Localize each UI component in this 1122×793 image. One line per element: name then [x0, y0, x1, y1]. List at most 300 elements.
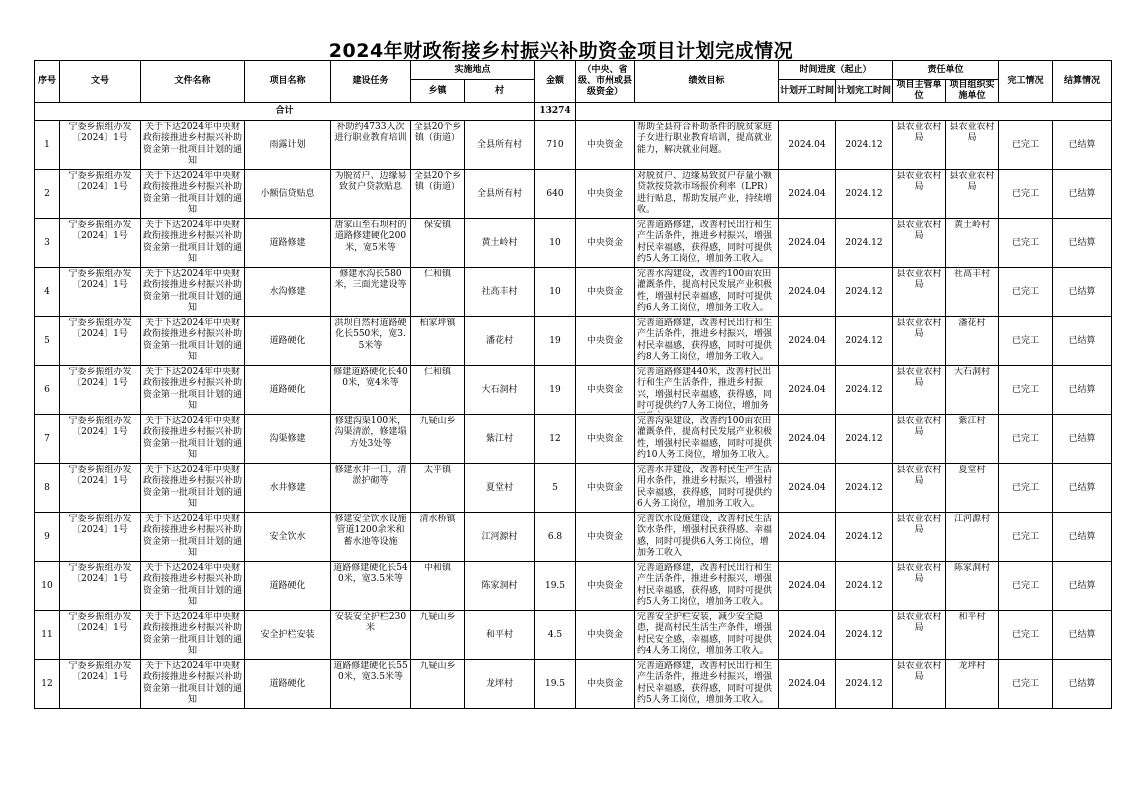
cell-town-text: 仁和镇 [423, 367, 451, 377]
cell-doc-no-text: 宁委乡振组办发〔2024〕1号 [68, 563, 132, 585]
cell-org-text: 夏堂村 [958, 465, 986, 475]
cell-doc-name-text: 关于下达2024年中央财政衔接推进乡村振兴补助资金第一批项目计划的通知 [143, 318, 242, 362]
cell-doc-name-text: 关于下达2024年中央财政衔接推进乡村振兴补助资金第一批项目计划的通知 [143, 269, 242, 313]
cell-village: 夏堂村 [465, 464, 535, 513]
cell-task [331, 660, 411, 709]
cell-completion: 已完工 [999, 317, 1053, 366]
header-doc-no: 文号 [60, 61, 141, 103]
cell-town-text: 太平镇 [423, 465, 451, 475]
cell-doc-name-text: 关于下达2024年中央财政衔接推进乡村振兴补助资金第一批项目计划的通知 [143, 171, 242, 215]
cell-seq: 5 [35, 317, 60, 366]
cell-doc-name-text: 关于下达2024年中央财政衔接推进乡村振兴补助资金第一批项目计划的通知 [143, 514, 242, 558]
cell-town [411, 660, 465, 709]
header-schedule: 时间进度（起止） [779, 61, 893, 80]
cell-completion: 已完工 [999, 513, 1053, 562]
cell-doc-no-text: 宁委乡振组办发〔2024〕1号 [68, 318, 132, 340]
cell-task [331, 513, 411, 562]
cell-fund: 中央资金 [576, 513, 635, 562]
cell-goal [635, 317, 779, 366]
cell-doc-no [60, 366, 141, 415]
cell-task-text: 为脱贫户、边缘易致贫户贷款贴息 [334, 171, 407, 193]
cell-dept-text: 县农业农村局 [896, 269, 942, 291]
cell-task-text: 修建安全饮水设施管道1200余米和蓄水池等设施 [334, 514, 407, 547]
cell-fund: 中央资金 [576, 366, 635, 415]
cell-village: 紫江村 [465, 415, 535, 464]
cell-task-text: 修建沟渠100米，沟渠清淤，修建塌方处3处等 [334, 416, 407, 449]
cell-org-text: 江河源村 [954, 514, 991, 524]
cell-goal-text: 完善道路修建440米，改善村民出行和生产生活条件，推进乡村振兴，增强村民幸福感，获得感，同时可提供约7人务工岗位，增加务 [637, 367, 773, 411]
cell-goal-text: 完善沟渠建设，改善约100亩农田灌溉条件，提高村民发展产业积极性，增强村民幸福感，同时可提供约10人务工岗位，增加务工收入。 [637, 416, 775, 460]
cell-end: 2024.12 [836, 268, 893, 317]
cell-dept-text: 县农业农村局 [896, 612, 942, 634]
cell-amount: 6.8 [535, 513, 576, 562]
cell-dept [893, 562, 946, 611]
cell-dept-text: 县农业农村局 [896, 318, 942, 340]
cell-task [331, 219, 411, 268]
table-row [35, 170, 1112, 219]
cell-task-text: 修建水沟长580米，三面光建设等 [334, 269, 407, 291]
page-title: 2024年财政衔接乡村振兴补助资金项目计划完成情况 [328, 40, 794, 62]
cell-doc-no [60, 415, 141, 464]
cell-fund: 中央资金 [576, 611, 635, 660]
cell-settlement: 已结算 [1053, 121, 1112, 170]
cell-completion: 已完工 [999, 611, 1053, 660]
cell-goal-text: 完善水井建设，改善村民生产生活用水条件，推进乡村振兴，增强村民幸福感，获得感，同时可提供约6人务工岗位，增加务工收入。 [637, 465, 773, 509]
table-row [35, 415, 1112, 464]
header-town: 乡镇 [411, 80, 465, 103]
cell-doc-no [60, 562, 141, 611]
cell-org-text: 县农业农村局 [949, 171, 995, 193]
cell-amount: 19 [535, 317, 576, 366]
cell-dept-text: 县农业农村局 [896, 563, 942, 585]
cell-seq: 3 [35, 219, 60, 268]
cell-doc-no [60, 219, 141, 268]
cell-dept-text: 县农业农村局 [896, 220, 942, 242]
cell-end: 2024.12 [836, 611, 893, 660]
cell-town-text: 九疑山乡 [419, 661, 456, 671]
cell-org-text: 紫江村 [958, 416, 986, 426]
cell-completion: 已完工 [999, 464, 1053, 513]
cell-org-text: 龙坪村 [958, 661, 986, 671]
cell-org-text: 和平村 [958, 612, 986, 622]
cell-dept-text: 县农业农村局 [896, 367, 942, 389]
cell-start: 2024.04 [779, 219, 836, 268]
cell-village: 陈家洞村 [465, 562, 535, 611]
cell-doc-no-text: 宁委乡振组办发〔2024〕1号 [68, 367, 132, 389]
table-row [35, 513, 1112, 562]
cell-start: 2024.04 [779, 366, 836, 415]
cell-project: 道路硬化 [245, 366, 331, 415]
cell-doc-no-text: 宁委乡振组办发〔2024〕1号 [68, 465, 132, 487]
cell-goal [635, 170, 779, 219]
cell-amount: 710 [535, 121, 576, 170]
cell-amount: 12 [535, 415, 576, 464]
cell-end: 2024.12 [836, 121, 893, 170]
cell-org-text: 县农业农村局 [949, 122, 995, 144]
cell-amount: 640 [535, 170, 576, 219]
cell-doc-name-text: 关于下达2024年中央财政衔接推进乡村振兴补助资金第一批项目计划的通知 [143, 563, 242, 607]
total-amount: 13274 [535, 103, 576, 121]
cell-goal [635, 415, 779, 464]
cell-org [946, 268, 999, 317]
cell-doc-no [60, 513, 141, 562]
cell-town-text: 全县20个乡镇（街道） [413, 171, 462, 193]
cell-village: 黄土岭村 [465, 219, 535, 268]
cell-dept [893, 611, 946, 660]
cell-start: 2024.04 [779, 562, 836, 611]
total-label: 合计 [35, 103, 535, 121]
cell-amount: 19.5 [535, 562, 576, 611]
cell-town-text: 柏家坪镇 [419, 318, 456, 328]
cell-doc-name-text: 关于下达2024年中央财政衔接推进乡村振兴补助资金第一批项目计划的通知 [143, 122, 242, 166]
cell-end: 2024.12 [836, 513, 893, 562]
cell-org [946, 464, 999, 513]
table-row [35, 317, 1112, 366]
cell-task-text: 修建水井一口，清淤护砌等 [334, 465, 407, 487]
cell-org [946, 660, 999, 709]
cell-town [411, 513, 465, 562]
cell-doc-no-text: 宁委乡振组办发〔2024〕1号 [68, 122, 132, 144]
cell-doc-name [141, 219, 245, 268]
cell-task-text: 唐家山至石坝村的道路修建硬化200米，宽5米等 [334, 220, 407, 253]
cell-fund: 中央资金 [576, 121, 635, 170]
cell-town-text: 九疑山乡 [419, 416, 456, 426]
cell-org-text: 陈家洞村 [954, 563, 991, 573]
cell-dept [893, 219, 946, 268]
cell-org [946, 611, 999, 660]
cell-town-text: 仁和镇 [423, 269, 451, 279]
cell-dept-text: 县农业农村局 [896, 514, 942, 536]
cell-fund: 中央资金 [576, 219, 635, 268]
header-completion: 完工情况 [999, 61, 1053, 103]
cell-dept-text: 县农业农村局 [896, 661, 942, 683]
cell-org-text: 大石洞村 [954, 367, 991, 377]
cell-task [331, 366, 411, 415]
cell-completion: 已完工 [999, 219, 1053, 268]
cell-fund: 中央资金 [576, 660, 635, 709]
cell-completion: 已完工 [999, 366, 1053, 415]
cell-village: 龙坪村 [465, 660, 535, 709]
cell-org-text: 潘花村 [958, 318, 986, 328]
table-row [35, 268, 1112, 317]
cell-task-text: 修建道路硬化长400米，宽4米等 [333, 367, 408, 389]
cell-doc-no-text: 宁委乡振组办发〔2024〕1号 [68, 514, 132, 536]
header-doc-name: 文件名称 [141, 61, 245, 103]
cell-town-text: 全县20个乡镇（街道） [413, 122, 462, 144]
cell-doc-no-text: 宁委乡振组办发〔2024〕1号 [68, 661, 132, 683]
cell-amount: 19.5 [535, 660, 576, 709]
cell-goal-text: 完善道路修建，改善村民出行和生产生活条件，推进乡村振兴，增强村民幸福感，获得感，同时可提供约5人务工岗位，增加务工收入。 [637, 220, 773, 264]
cell-completion: 已完工 [999, 562, 1053, 611]
project-table [34, 60, 1112, 709]
cell-seq: 8 [35, 464, 60, 513]
table-row [35, 464, 1112, 513]
header-seq: 序号 [35, 61, 60, 103]
cell-fund: 中央资金 [576, 464, 635, 513]
cell-org [946, 121, 999, 170]
cell-goal [635, 513, 779, 562]
cell-start: 2024.04 [779, 415, 836, 464]
cell-org [946, 513, 999, 562]
cell-settlement: 已结算 [1053, 513, 1112, 562]
cell-completion: 已完工 [999, 660, 1053, 709]
cell-town [411, 317, 465, 366]
cell-seq: 11 [35, 611, 60, 660]
table-row [35, 121, 1112, 170]
cell-doc-name [141, 513, 245, 562]
cell-goal-text: 完善饮水设施建设，改善村民生活饮水条件，增强村民获得感、幸福感，同时可提供6人务工岗位，增加务工收入 [637, 514, 773, 558]
cell-doc-name [141, 464, 245, 513]
cell-settlement: 已结算 [1053, 268, 1112, 317]
cell-project: 安全饮水 [245, 513, 331, 562]
cell-end: 2024.12 [836, 317, 893, 366]
cell-settlement: 已结算 [1053, 562, 1112, 611]
cell-village: 社高丰村 [465, 268, 535, 317]
cell-task [331, 121, 411, 170]
header-fund-source: （中央、省级、市州或县级资金） [576, 61, 635, 103]
cell-doc-no-text: 宁委乡振组办发〔2024〕1号 [68, 269, 132, 291]
table-row [35, 611, 1112, 660]
cell-doc-no [60, 317, 141, 366]
cell-doc-no-text: 宁委乡振组办发〔2024〕1号 [68, 171, 132, 193]
cell-goal [635, 562, 779, 611]
cell-org [946, 170, 999, 219]
cell-amount: 10 [535, 268, 576, 317]
cell-dept [893, 121, 946, 170]
header-village: 村 [465, 80, 535, 103]
cell-task [331, 611, 411, 660]
cell-org [946, 366, 999, 415]
cell-end: 2024.12 [836, 562, 893, 611]
cell-town-text: 中和镇 [423, 563, 451, 573]
cell-start: 2024.04 [779, 660, 836, 709]
cell-seq: 9 [35, 513, 60, 562]
cell-village: 大石洞村 [465, 366, 535, 415]
cell-amount: 10 [535, 219, 576, 268]
cell-end: 2024.12 [836, 170, 893, 219]
cell-project: 沟渠修建 [245, 415, 331, 464]
cell-end: 2024.12 [836, 219, 893, 268]
cell-org-text: 黄土岭村 [954, 220, 991, 230]
cell-goal [635, 121, 779, 170]
cell-end: 2024.12 [836, 660, 893, 709]
cell-seq: 12 [35, 660, 60, 709]
cell-dept [893, 415, 946, 464]
cell-doc-name [141, 611, 245, 660]
cell-amount: 4.5 [535, 611, 576, 660]
cell-town [411, 562, 465, 611]
cell-goal-text: 完善安全护栏安装，减少安全隐患，提高村民生活生产条件，增强村民安全感，幸福感，同时可提供约4人务工岗位，增加务工收入。 [637, 612, 773, 656]
cell-task-text: 洪坝自然村道路硬化长550米，宽3.5米等 [334, 318, 407, 351]
cell-end: 2024.12 [836, 415, 893, 464]
cell-seq: 7 [35, 415, 60, 464]
cell-doc-name [141, 660, 245, 709]
cell-village: 全县所有村 [465, 121, 535, 170]
cell-doc-name [141, 366, 245, 415]
cell-project: 道路硬化 [245, 660, 331, 709]
table-row [35, 562, 1112, 611]
cell-doc-name [141, 268, 245, 317]
cell-doc-name-text: 关于下达2024年中央财政衔接推进乡村振兴补助资金第一批项目计划的通知 [143, 612, 242, 656]
header-amount: 金额 [535, 61, 576, 103]
cell-doc-name [141, 415, 245, 464]
cell-settlement: 已结算 [1053, 415, 1112, 464]
cell-end: 2024.12 [836, 366, 893, 415]
cell-task-text: 道路修建硬化长550米，宽3.5米等 [333, 661, 408, 683]
cell-fund: 中央资金 [576, 170, 635, 219]
cell-settlement: 已结算 [1053, 660, 1112, 709]
cell-town [411, 219, 465, 268]
cell-org-text: 社高丰村 [954, 269, 991, 279]
cell-settlement: 已结算 [1053, 317, 1112, 366]
header-org: 项目组织实施单位 [946, 80, 999, 103]
cell-goal-text: 完善道路修建，改善村民出行和生产生活条件，推进乡村振兴，增强村民幸福感，获得感，同时可提供约8人务工岗位，增加务工收入。 [637, 318, 773, 362]
cell-project: 小额信贷贴息 [245, 170, 331, 219]
cell-doc-no [60, 268, 141, 317]
cell-village: 潘花村 [465, 317, 535, 366]
cell-task [331, 562, 411, 611]
cell-task-text: 补助约4733人次进行职业教育培训 [334, 122, 407, 144]
cell-dept [893, 170, 946, 219]
cell-doc-no-text: 宁委乡振组办发〔2024〕1号 [68, 220, 132, 242]
cell-fund: 中央资金 [576, 317, 635, 366]
cell-doc-name-text: 关于下达2024年中央财政衔接推进乡村振兴补助资金第一批项目计划的通知 [143, 465, 242, 509]
cell-town-text: 清水桥镇 [419, 514, 456, 524]
cell-dept [893, 660, 946, 709]
cell-task [331, 415, 411, 464]
cell-dept [893, 366, 946, 415]
cell-doc-no [60, 660, 141, 709]
cell-seq: 4 [35, 268, 60, 317]
cell-org [946, 562, 999, 611]
cell-task [331, 317, 411, 366]
cell-town [411, 464, 465, 513]
cell-project: 安全护栏安装 [245, 611, 331, 660]
cell-town [411, 121, 465, 170]
cell-doc-name [141, 170, 245, 219]
cell-doc-no-text: 宁委乡振组办发〔2024〕1号 [68, 416, 132, 438]
cell-settlement: 已结算 [1053, 366, 1112, 415]
cell-task-text: 安装安全护栏230米 [334, 612, 407, 634]
cell-village: 和平村 [465, 611, 535, 660]
cell-dept [893, 268, 946, 317]
cell-goal [635, 219, 779, 268]
cell-fund: 中央资金 [576, 268, 635, 317]
cell-town [411, 611, 465, 660]
cell-seq: 1 [35, 121, 60, 170]
cell-project: 道路修建 [245, 219, 331, 268]
cell-doc-no [60, 464, 141, 513]
cell-completion: 已完工 [999, 170, 1053, 219]
cell-start: 2024.04 [779, 268, 836, 317]
cell-fund: 中央资金 [576, 415, 635, 464]
cell-completion: 已完工 [999, 268, 1053, 317]
cell-start: 2024.04 [779, 513, 836, 562]
cell-dept-text: 县农业农村局 [896, 122, 942, 144]
cell-doc-no [60, 611, 141, 660]
cell-town [411, 366, 465, 415]
header-settlement: 结算情况 [1053, 61, 1112, 103]
cell-settlement: 已结算 [1053, 611, 1112, 660]
cell-town [411, 415, 465, 464]
cell-task [331, 268, 411, 317]
table-row [35, 366, 1112, 415]
cell-amount: 5 [535, 464, 576, 513]
cell-task [331, 170, 411, 219]
cell-dept-text: 县农业农村局 [896, 171, 942, 193]
cell-goal [635, 366, 779, 415]
cell-dept-text: 县农业农村局 [896, 416, 942, 438]
cell-project: 道路硬化 [245, 562, 331, 611]
table-row [35, 219, 1112, 268]
cell-seq: 2 [35, 170, 60, 219]
table-row [35, 660, 1112, 709]
cell-start: 2024.04 [779, 611, 836, 660]
total-blank [576, 103, 1112, 121]
cell-doc-name-text: 关于下达2024年中央财政衔接推进乡村振兴补助资金第一批项目计划的通知 [143, 220, 242, 264]
cell-seq: 6 [35, 366, 60, 415]
header-end: 计划完工时间 [836, 80, 893, 103]
cell-fund: 中央资金 [576, 562, 635, 611]
cell-doc-name [141, 121, 245, 170]
cell-doc-name-text: 关于下达2024年中央财政衔接推进乡村振兴补助资金第一批项目计划的通知 [143, 416, 242, 460]
cell-end: 2024.12 [836, 464, 893, 513]
header-project: 项目名称 [245, 61, 331, 103]
cell-goal [635, 464, 779, 513]
cell-dept [893, 317, 946, 366]
header-location: 实施地点 [411, 61, 535, 80]
cell-doc-no [60, 121, 141, 170]
cell-goal-text: 完善道路修建，改善村民出行和生产生活条件，推进乡村振兴，增强村民幸福感，获得感，同时可提供约5人务工岗位，增加务工收入。 [637, 661, 773, 705]
cell-doc-name [141, 562, 245, 611]
cell-dept [893, 513, 946, 562]
total-row [35, 103, 1112, 121]
cell-goal [635, 268, 779, 317]
cell-goal-text: 完善水沟建设，改善约100亩农田灌溉条件，提高村民发展产业积极性，增强村民幸福感，同时可提供约6人务工岗位，增加务工收入。 [637, 269, 773, 313]
cell-settlement: 已结算 [1053, 219, 1112, 268]
cell-start: 2024.04 [779, 317, 836, 366]
cell-doc-name-text: 关于下达2024年中央财政衔接推进乡村振兴补助资金第一批项目计划的通知 [143, 367, 242, 411]
cell-start: 2024.04 [779, 464, 836, 513]
cell-village: 全县所有村 [465, 170, 535, 219]
cell-goal [635, 660, 779, 709]
cell-dept-text: 县农业农村局 [896, 465, 942, 487]
cell-town [411, 170, 465, 219]
cell-dept [893, 464, 946, 513]
cell-doc-name [141, 317, 245, 366]
header-start: 计划开工时间 [779, 80, 836, 103]
cell-town-text: 保安镇 [423, 220, 451, 230]
cell-org [946, 415, 999, 464]
cell-doc-no-text: 宁委乡振组办发〔2024〕1号 [68, 612, 132, 634]
cell-start: 2024.04 [779, 121, 836, 170]
cell-project: 水井修建 [245, 464, 331, 513]
cell-org [946, 219, 999, 268]
header-responsible: 责任单位 [893, 61, 999, 80]
cell-settlement: 已结算 [1053, 170, 1112, 219]
header-task: 建设任务 [331, 61, 411, 103]
header-dept: 项目主管单位 [893, 80, 946, 103]
cell-task [331, 464, 411, 513]
cell-goal-text: 完善道路修建，改善村民出行和生产生活条件，推进乡村振兴，增强村民幸福感，获得感，同时可提供约5人务工岗位，增加务工收入。 [637, 563, 773, 607]
cell-town-text: 九疑山乡 [419, 612, 456, 622]
cell-town [411, 268, 465, 317]
cell-completion: 已完工 [999, 415, 1053, 464]
cell-goal-text: 帮助全县符合补助条件的脱贫家庭子女进行职业教育培训，提高就业能力，解决就业问题。 [637, 122, 773, 155]
cell-seq: 10 [35, 562, 60, 611]
cell-goal-text: 对脱贫户、边缘易致贫户存量小额贷款按贷款市场报价利率（LPR）进行贴息，帮助发展产业，持续增收。 [637, 171, 773, 215]
cell-project: 道路硬化 [245, 317, 331, 366]
